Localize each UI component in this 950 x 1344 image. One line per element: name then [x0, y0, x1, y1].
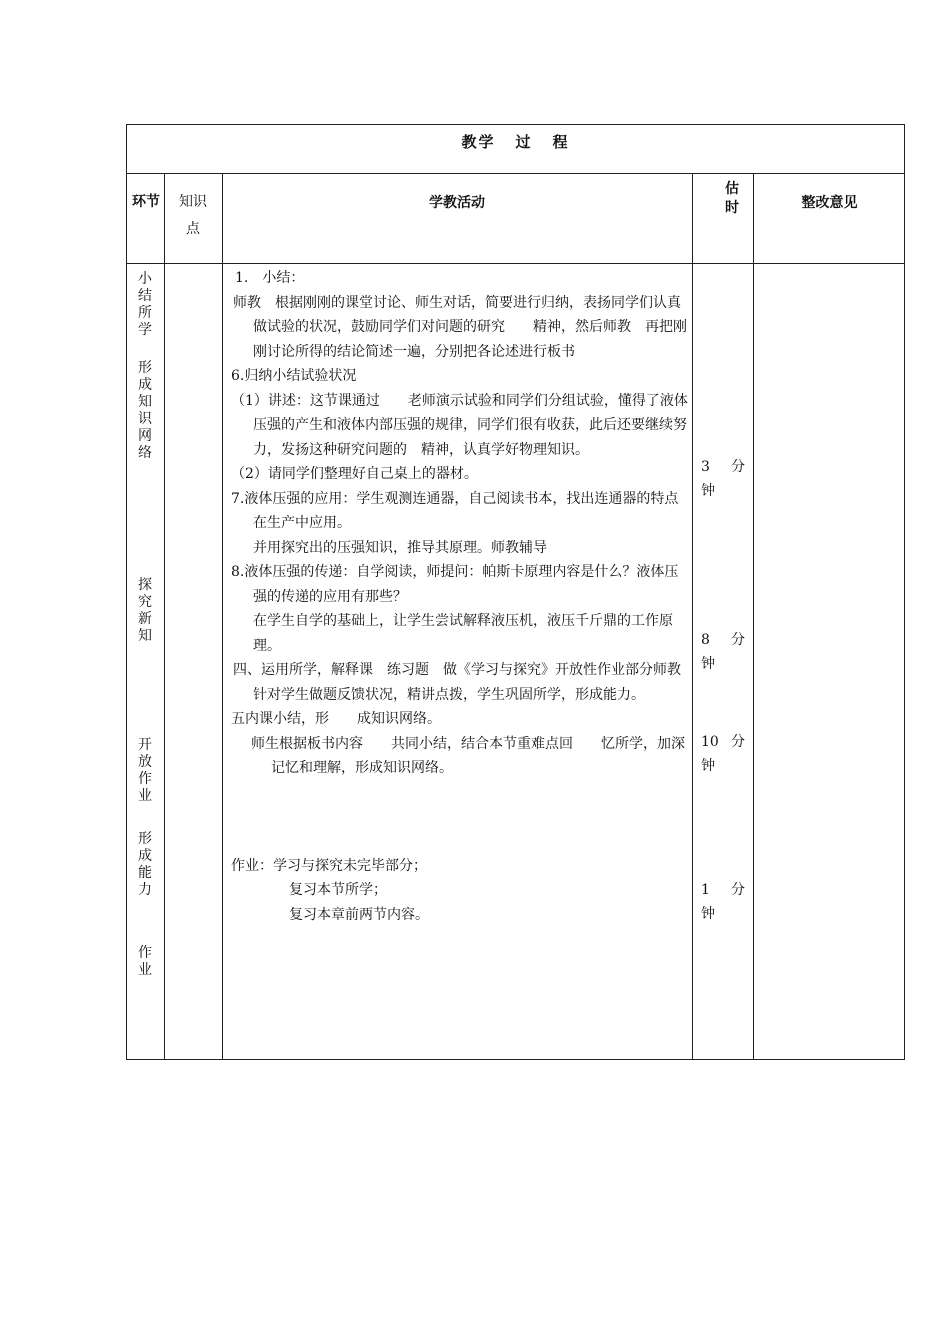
title-divider — [127, 173, 904, 174]
time-unit: 分 — [731, 882, 745, 898]
content-line: （1）讲述：这节课通过 老师演示试验和同学们分组试验，懂得了液体压强的产生和液体内部压强的规律，同学们很有收获，此后还要继续努力，发扬这种研究问题的 精神，认真学好物理知识。 — [231, 392, 688, 458]
segment-explore: 探究新知 — [138, 577, 152, 644]
segment-ability: 形成能力 — [138, 831, 152, 898]
title-part-2: 过 — [515, 133, 533, 151]
header-revision: 整改意见 — [801, 195, 858, 211]
time-value: 1 — [701, 882, 710, 898]
content-line: 8.液体压强的传递：自学阅读，师提问：帕斯卡原理内容是什么？液体压强的传递的应用有那些？ — [231, 564, 679, 605]
col-divider-1 — [164, 173, 165, 1059]
header-activity: 学教活动 — [429, 195, 485, 211]
title-part-3: 程 — [552, 133, 570, 151]
segment-homework: 作业 — [138, 945, 152, 978]
col-divider-3 — [692, 173, 693, 1059]
activity-content — [231, 266, 695, 927]
content-line: 复习本章前两节内容。 — [289, 906, 429, 923]
content-line: 1. 小结： — [235, 270, 305, 286]
time-unit: 钟 — [701, 906, 715, 922]
header-divider — [127, 263, 904, 264]
content-line: 7.液体压强的应用：学生观测连通器，自己阅读书本，找出连通器的特点在生产中应用。 — [231, 490, 679, 531]
content-line: 在学生自学的基础上，让学生尝试解释液压机，液压千斤鼎的工作原理。 — [253, 613, 673, 654]
header-segment: 环节 — [132, 194, 160, 210]
time-unit: 分 — [731, 459, 745, 475]
time-unit: 钟 — [701, 656, 715, 672]
time-unit: 分 — [731, 734, 745, 750]
time-value: 3 — [701, 459, 710, 475]
time-estimate-3 — [701, 730, 751, 778]
header-time: 估时 — [725, 181, 739, 216]
content-line: 师生根据板书内容 共同小结，结合本节重难点回 忆所学，加深记忆和理解，形成知识网络。 — [251, 735, 685, 776]
time-value: 10 — [701, 734, 719, 750]
content-line: 师教 根据刚刚的课堂讨论、师生对话，简要进行归纳，表扬同学们认真做试验的状况，鼓励同学们对问题的研究 精神，然后师教 再把刚刚讨论所得的结论简述一遍，分别把各论述进行板书 — [233, 294, 687, 360]
time-value: 8 — [701, 632, 710, 648]
title-part-1: 教学 — [461, 133, 496, 151]
col-divider-4 — [753, 173, 754, 1059]
segment-open-homework: 开放作业 — [138, 737, 152, 804]
lesson-process-table — [126, 124, 905, 1060]
content-line: 四、运用所学，解释课 练习题 做《学习与探究》开放性作业部分师教 针对学生做题反馈状况，精讲点拨，学生巩固所学，形成能力。 — [233, 662, 695, 703]
content-line: （2）请同学们整理好自己桌上的器材。 — [231, 466, 478, 482]
time-unit: 钟 — [701, 758, 715, 774]
time-estimate-2 — [701, 628, 751, 676]
content-line — [231, 781, 691, 854]
content-line: 6.归纳小结试验状况 — [231, 368, 357, 384]
time-unit: 钟 — [701, 483, 715, 499]
content-line: 五内课小结，形 成知识网络。 — [231, 711, 441, 727]
segment-network: 形成知识网络 — [138, 360, 152, 461]
segment-summary: 小结所学 — [138, 271, 152, 338]
content-line: 并用探究出的压强知识，推导其原理。师教辅导 — [253, 539, 547, 556]
time-unit: 分 — [731, 632, 745, 648]
time-estimate-1 — [701, 455, 751, 503]
col-divider-2 — [222, 173, 223, 1059]
time-estimate-4 — [701, 878, 751, 926]
content-line: 复习本节所学； — [289, 882, 387, 898]
table-title — [127, 131, 904, 152]
header-knowledge: 知识点 — [179, 194, 207, 237]
content-line: 作业：学习与探究未完毕部分； — [231, 857, 427, 874]
